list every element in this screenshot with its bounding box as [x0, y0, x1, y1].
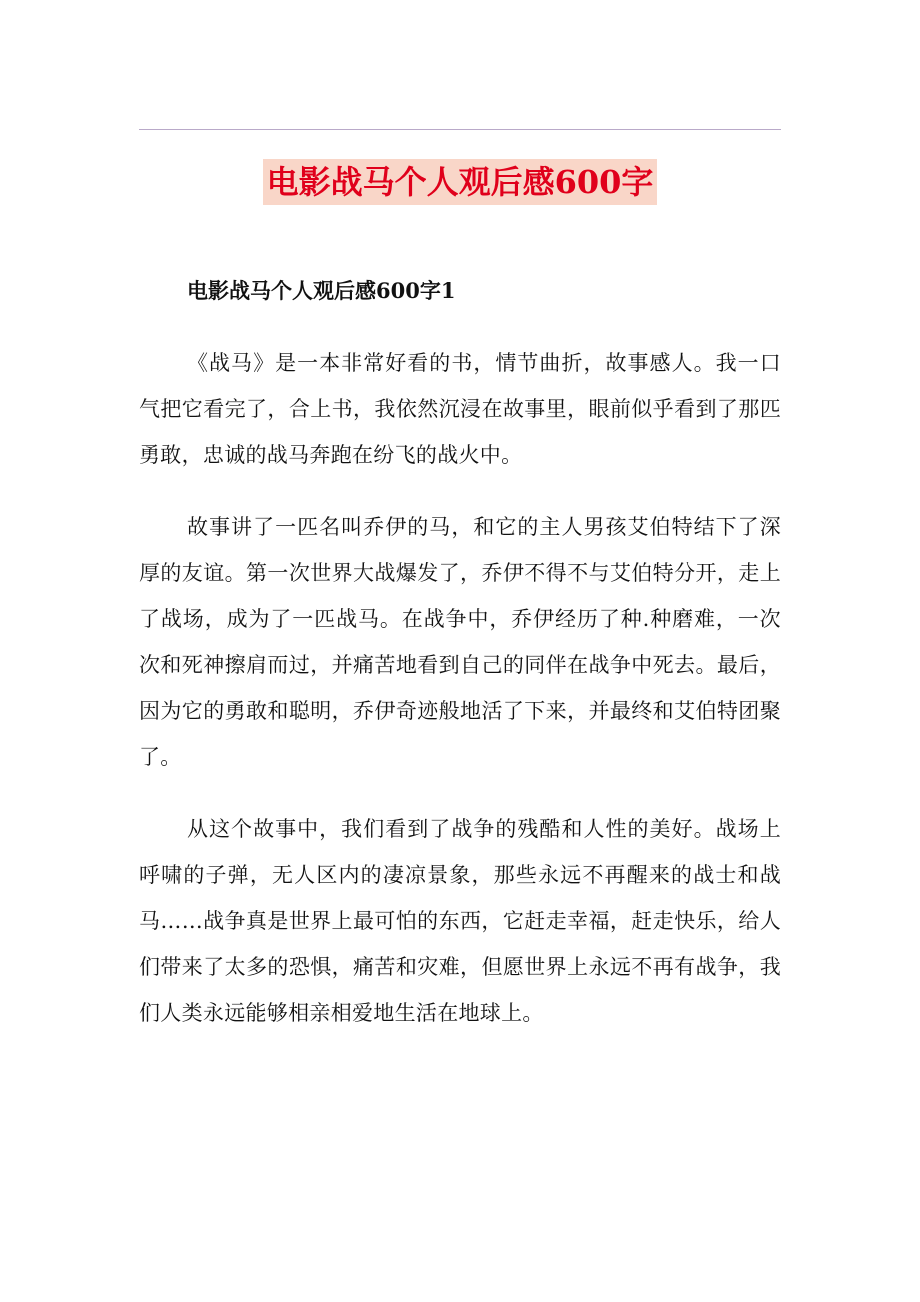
document-title: 电影战马个人观后感600字 — [263, 159, 658, 205]
document-body — [139, 268, 781, 1062]
paragraph-1: 《战马》是一本非常好看的书，情节曲折，故事感人。我一口气把它看完了，合上书，我依然沉浸在故事里，眼前似乎看到了那匹勇敢，忠诚的战马奔跑在纷飞的战火中。 — [139, 351, 781, 467]
header-rule — [139, 129, 781, 130]
paragraph-2: 故事讲了一匹名叫乔伊的马，和它的主人男孩艾伯特结下了深厚的友谊。第一次世界大战爆发了，乔伊不得不与艾伯特分开，走上了战场，成为了一匹战马。在战争中，乔伊经历了种.种磨难，一次次和死神擦肩而过，并痛苦地看到自己的同伴在战争中死去。最后，因为它的勇敢和聪明，乔伊奇迹般地活了下来，并最终和艾伯特团聚了。 — [139, 515, 781, 769]
paragraph-3: 从这个故事中，我们看到了战争的残酷和人性的美好。战场上呼啸的子弹，无人区内的凄凉景象，那些永远不再醒来的战士和战马……战争真是世界上最可怕的东西，它赶走幸福，赶走快乐，给人们带来了太多的恐惧，痛苦和灾难，但愿世界上永远不再有战争，我们人类永远能够相亲相爱地生活在地球上。 — [139, 817, 781, 1025]
section-heading: 电影战马个人观后感600字1 — [187, 278, 456, 303]
title-container — [0, 159, 920, 205]
